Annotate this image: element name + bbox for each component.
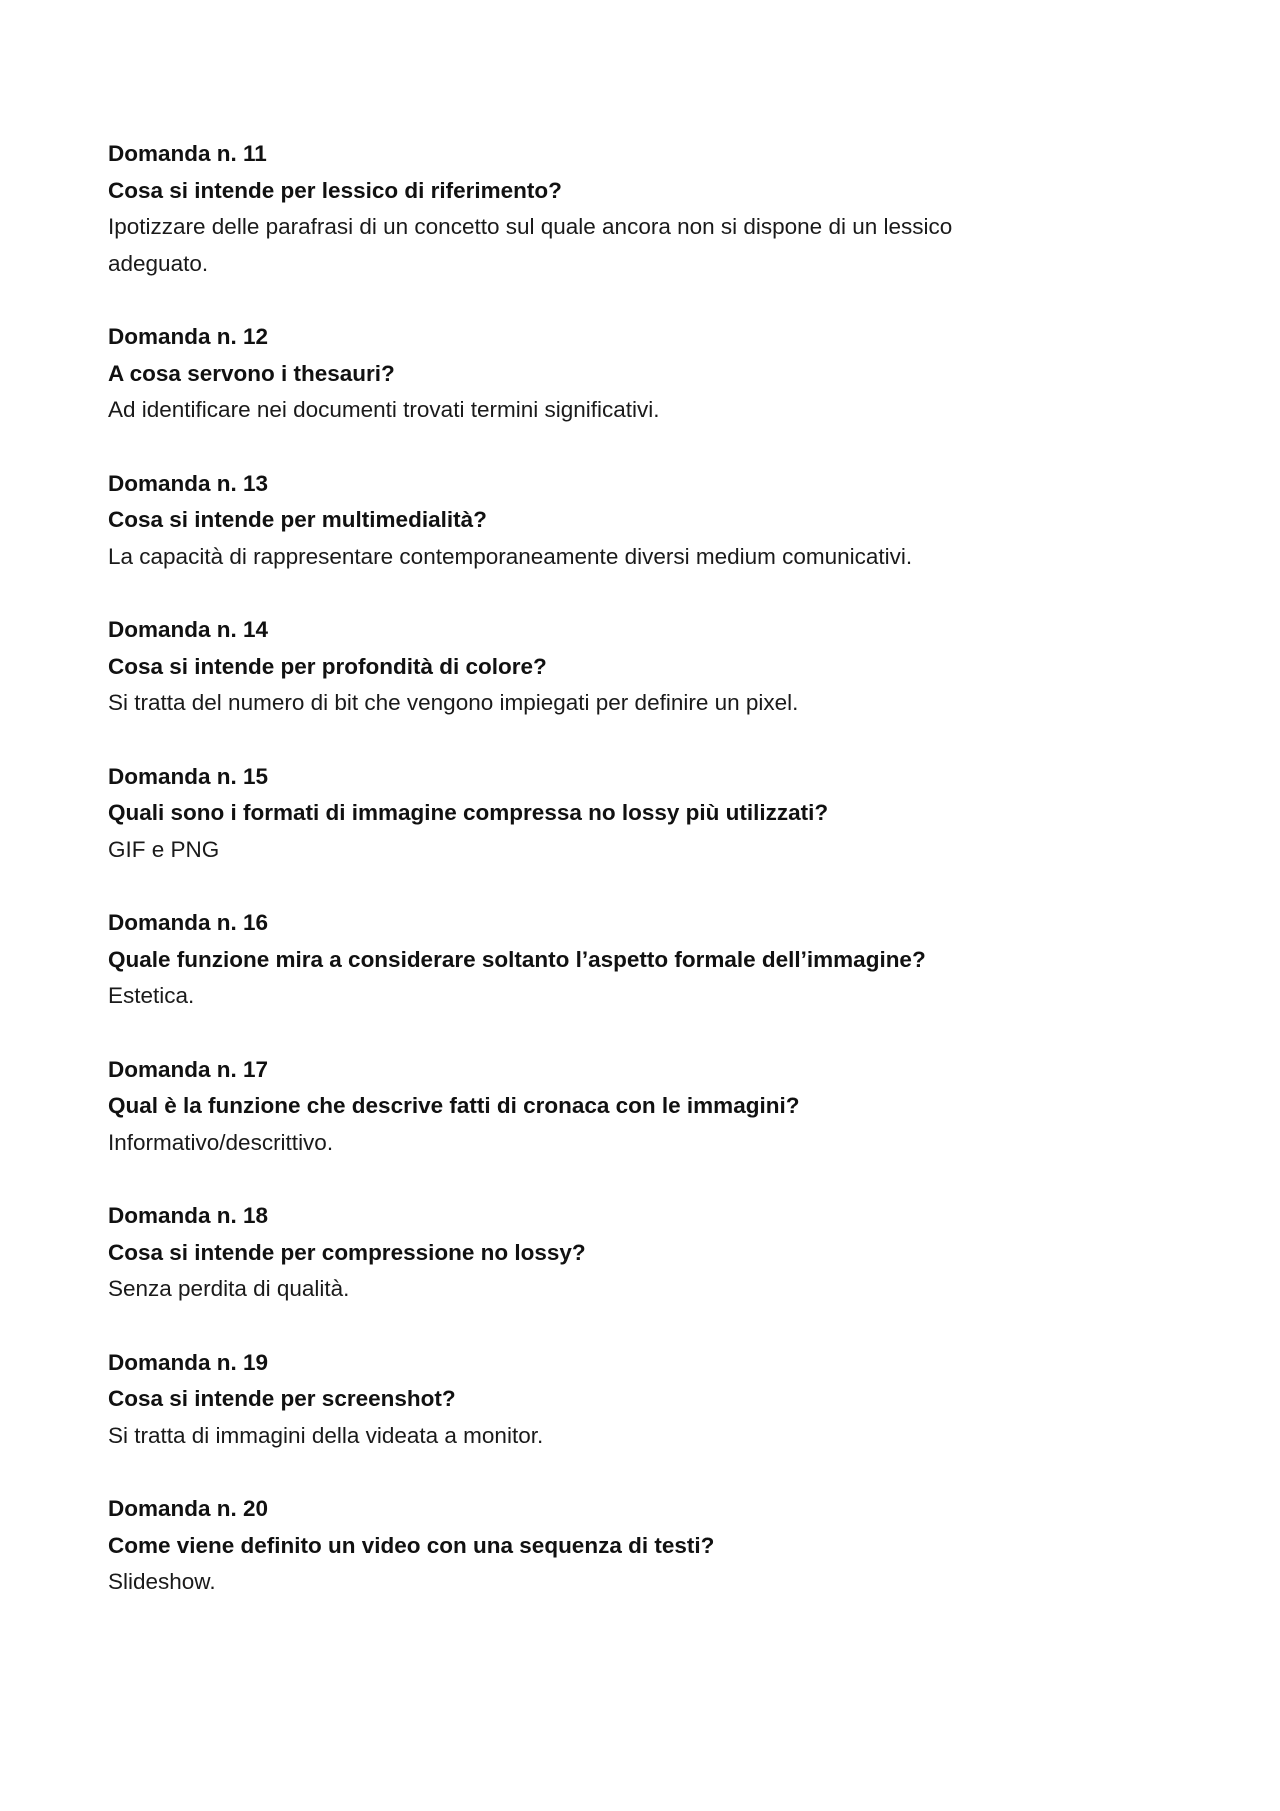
question-text: Cosa si intende per profondità di colore? — [108, 653, 547, 679]
answer-text: La capacità di rappresentare contemporaneamente diversi medium comunicativi. — [108, 543, 913, 569]
question-number: Domanda n. 14 — [108, 617, 269, 642]
question-block — [108, 466, 1178, 576]
question-block — [108, 1345, 1178, 1455]
question-text: Qual è la funzione che descrive fatti di cronaca con le immagini? — [108, 1093, 800, 1118]
question-block — [108, 136, 1178, 282]
question-number: Domanda n. 12 — [108, 324, 269, 349]
question-text: Cosa si intende per compressione no lossy? — [108, 1239, 586, 1265]
question-text: Come viene definito un video con una sequenza di testi? — [108, 1532, 715, 1558]
answer-text: Informativo/descrittivo. — [108, 1129, 334, 1155]
question-text: A cosa servono i thesauri? — [108, 360, 395, 386]
question-number: Domanda n. 11 — [108, 141, 267, 166]
answer-text: Ad identificare nei documenti trovati termini significativi. — [108, 397, 660, 422]
answer-text: Si tratta di immagini della videata a monitor. — [108, 1422, 544, 1448]
question-number: Domanda n. 17 — [108, 1056, 269, 1082]
answer-text: Si tratta del numero di bit che vengono impiegati per definire un pixel. — [108, 690, 799, 715]
question-number: Domanda n. 16 — [108, 910, 269, 935]
question-block — [108, 759, 1178, 869]
question-text: Cosa si intende per lessico di riferimento? — [108, 177, 562, 203]
question-block — [108, 1052, 1178, 1162]
question-number: Domanda n. 19 — [108, 1349, 269, 1375]
answer-text: Slideshow. — [108, 1569, 216, 1594]
answer-text: Ipotizzare delle parafrasi di un concetto sul quale ancora non si dispone di un lessico adeguato. — [108, 214, 953, 276]
question-block — [108, 1491, 1178, 1601]
question-block — [108, 319, 1178, 429]
question-text: Quali sono i formati di immagine compressa no lossy più utilizzati? — [108, 800, 829, 825]
question-block — [108, 612, 1178, 722]
answer-text: Estetica. — [108, 983, 195, 1008]
answer-text: GIF e PNG — [108, 836, 220, 862]
question-number: Domanda n. 13 — [108, 470, 269, 496]
question-text: Cosa si intende per screenshot? — [108, 1386, 456, 1411]
document-page — [108, 136, 1178, 1638]
question-block — [108, 905, 1178, 1015]
answer-text: Senza perdita di qualità. — [108, 1276, 350, 1301]
question-text: Quale funzione mira a considerare soltanto l’aspetto formale dell’immagine? — [108, 946, 926, 972]
question-block — [108, 1198, 1178, 1308]
question-number: Domanda n. 18 — [108, 1203, 269, 1228]
question-number: Domanda n. 15 — [108, 763, 269, 789]
question-text: Cosa si intende per multimedialità? — [108, 507, 487, 532]
question-number: Domanda n. 20 — [108, 1496, 269, 1521]
